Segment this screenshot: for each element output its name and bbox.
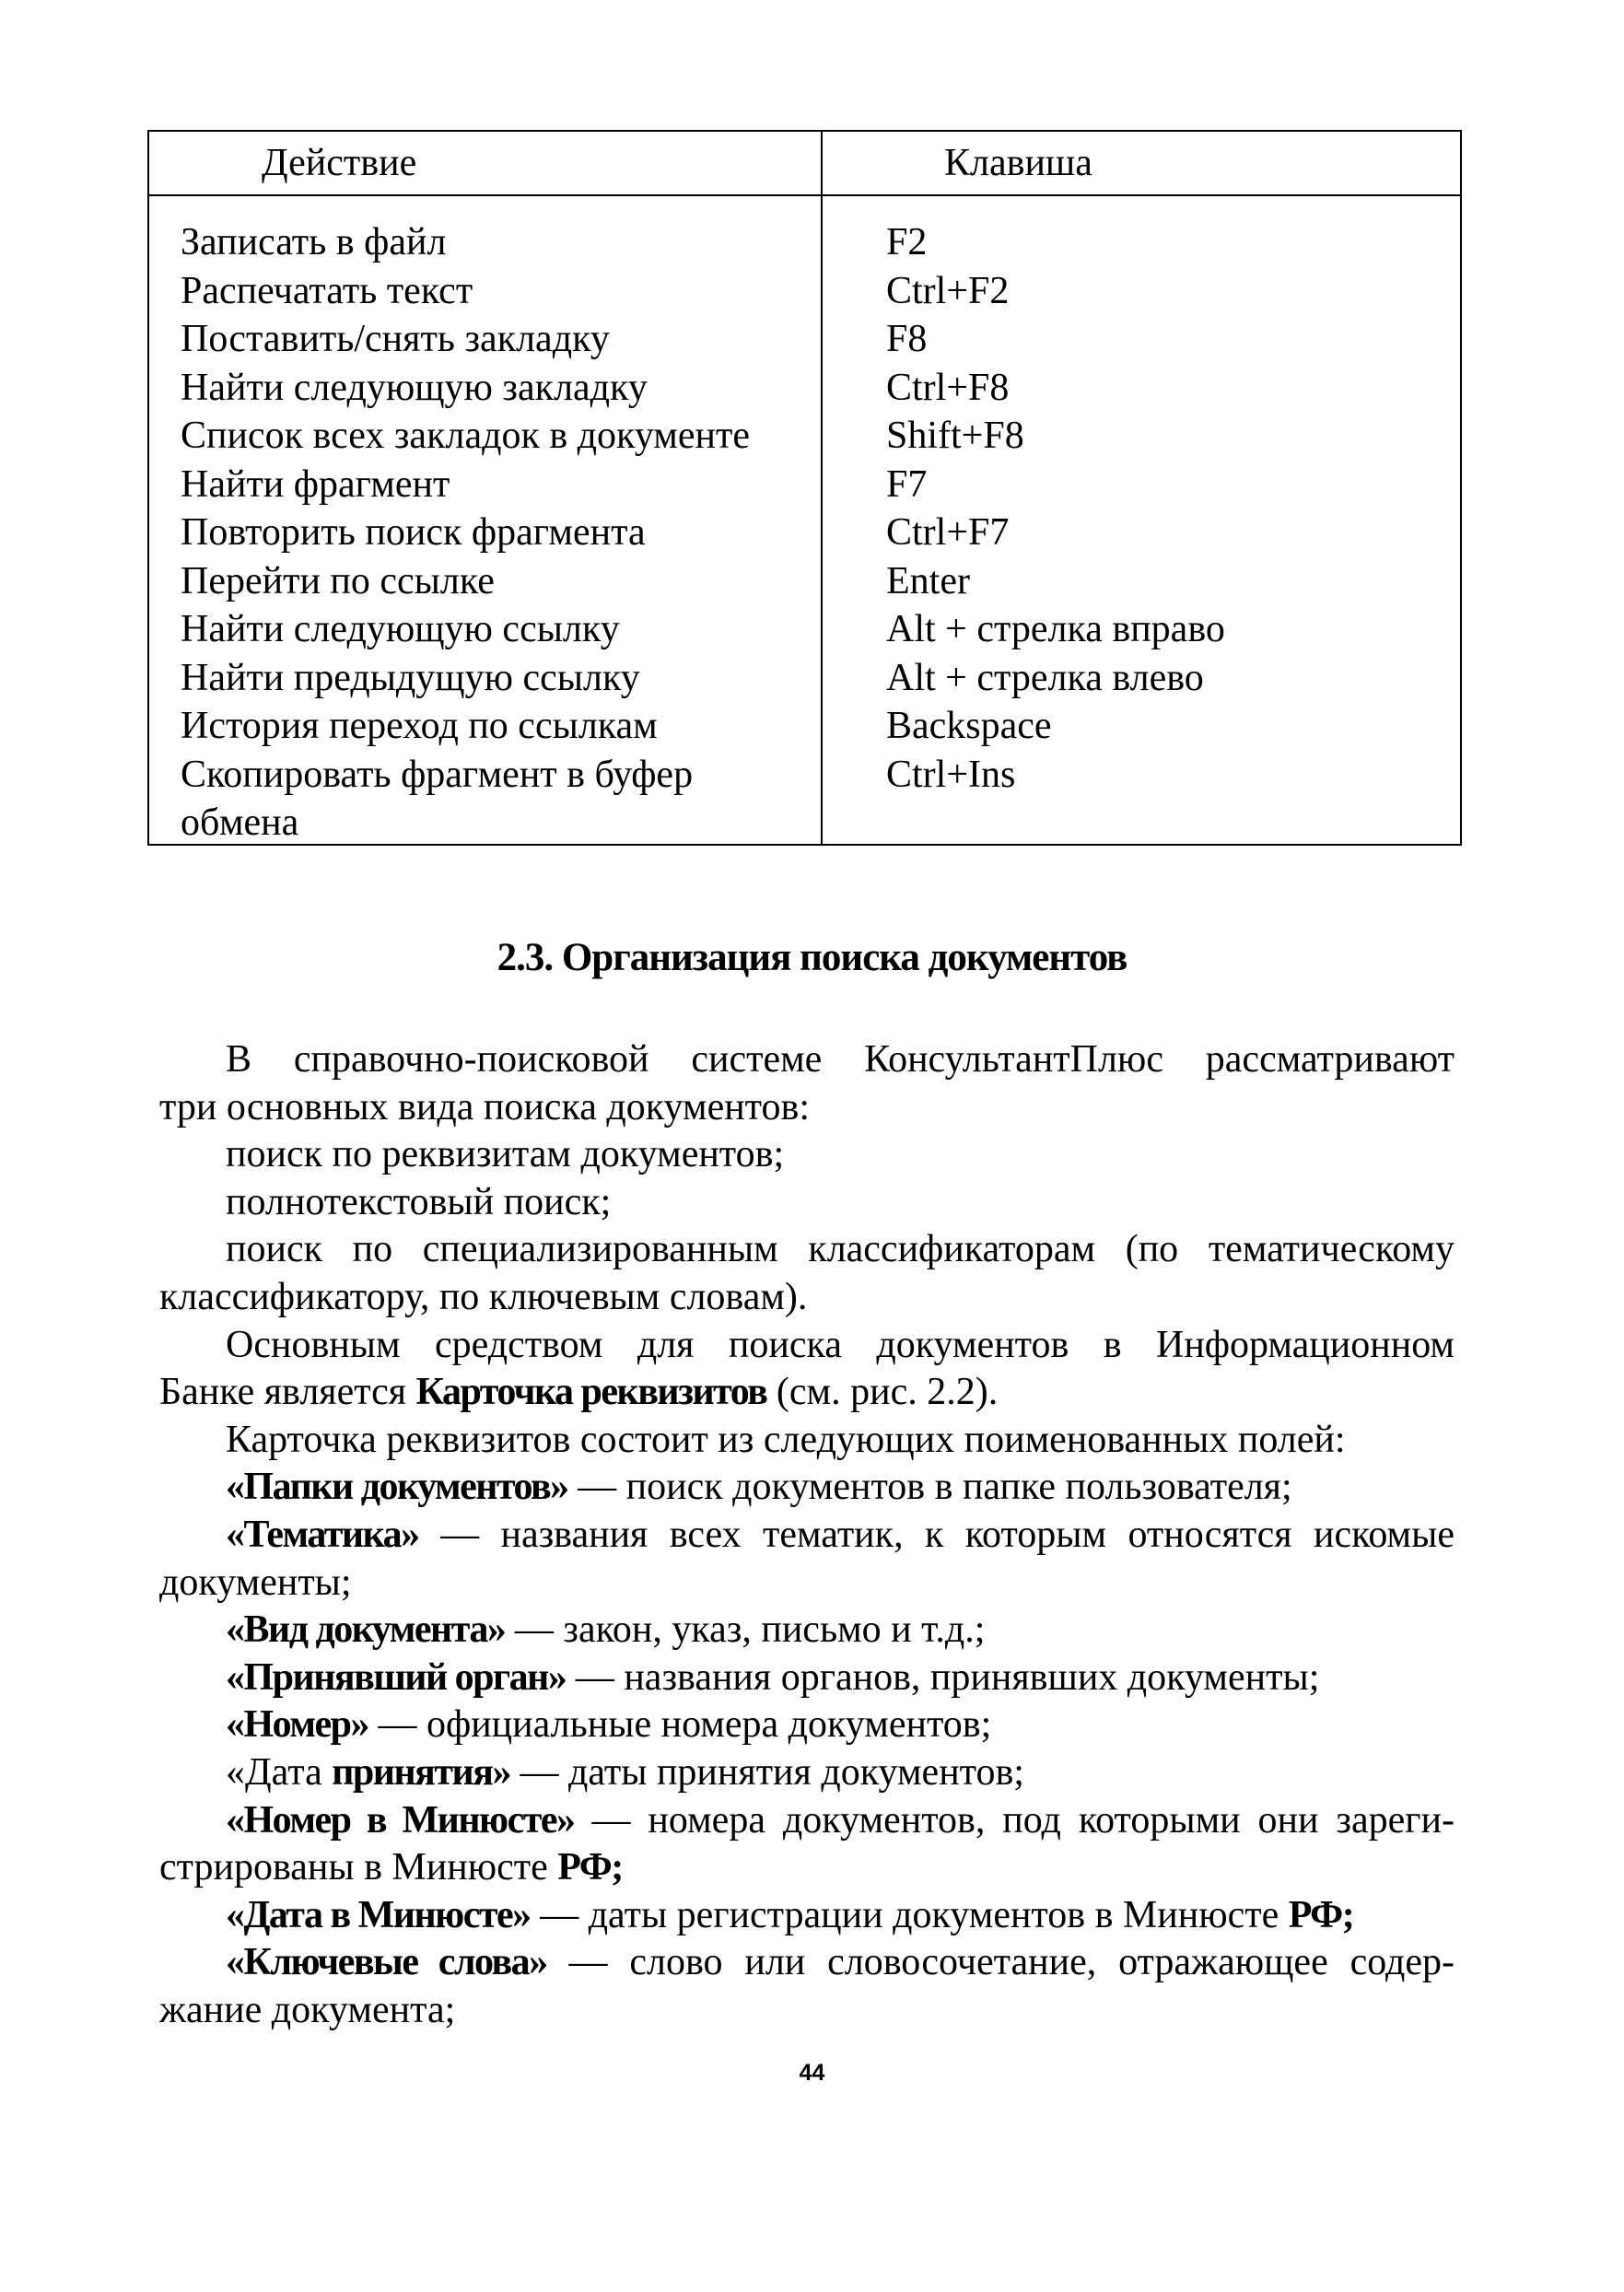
text-run: (см. рис. 2.2). <box>766 1371 999 1414</box>
text-line <box>159 1560 1455 1608</box>
bold-term: «Тематика» <box>226 1513 419 1556</box>
text-line <box>159 1607 1455 1655</box>
text-line <box>159 1084 1455 1132</box>
text-run: Карточка реквизитов состоит из следующих поименованных полей: <box>226 1418 1346 1461</box>
bold-term: «Вид документа» <box>226 1608 506 1652</box>
table-cell-key: F7 <box>886 462 928 506</box>
bold-term: принятия» <box>332 1750 510 1794</box>
table-cell-action: Список всех закладок в документе <box>181 415 751 457</box>
table-cell-key: Ctrl+F2 <box>886 269 1010 312</box>
table-column-divider <box>821 132 823 844</box>
table-cell-key: Shift+F8 <box>886 415 1024 457</box>
text-run: полнотекстовый поиск; <box>226 1180 612 1223</box>
text-run: классификатору, по ключевым словам). <box>159 1275 808 1318</box>
bold-term: РФ; <box>557 1846 623 1889</box>
text-line <box>159 1226 1455 1274</box>
table-cell-action: Перейти по ссылке <box>181 559 495 602</box>
text-line <box>159 1655 1455 1702</box>
bold-term: «Папки документов» <box>226 1466 568 1509</box>
key-column <box>886 218 1225 848</box>
table-cell-action: Записать в файл <box>181 221 447 263</box>
text-line <box>159 1274 1455 1322</box>
text-run: поиск по реквизитам документов; <box>226 1133 785 1176</box>
text-run: «Дата <box>226 1750 333 1794</box>
text-line <box>159 1322 1455 1370</box>
table-cell-key: F2 <box>886 221 928 263</box>
text-line <box>159 1701 1455 1749</box>
action-column <box>181 218 750 848</box>
table-cell-action: История переход по ссылкам <box>181 705 658 747</box>
table-cell-key: Backspace <box>886 705 1052 747</box>
table-cell-key: F8 <box>886 318 928 360</box>
text-line <box>159 1512 1455 1560</box>
table-cell-action: Повторить поиск фрагмента <box>181 511 646 554</box>
table-cell-action: Найти предыдущую ссылку <box>181 656 640 699</box>
text-line <box>159 1179 1455 1227</box>
table-cell-action: обмена <box>181 801 299 844</box>
text-run: жание документа; <box>159 1988 456 2031</box>
table-cell-action: Найти фрагмент <box>181 462 450 506</box>
text-line <box>159 1749 1455 1797</box>
bold-term: «Номер» <box>226 1703 368 1747</box>
table-cell-action: Найти следующую закладку <box>181 366 648 409</box>
table-cell-action: Скопировать фрагмент в буфер <box>181 753 694 796</box>
text-line <box>159 1464 1455 1512</box>
bold-term: «Ключевые слова» <box>226 1941 547 1984</box>
text-line <box>159 1797 1455 1845</box>
text-run: три основных вида поиска документов: <box>159 1085 810 1128</box>
table-cell-key: Ctrl+Ins <box>886 753 1016 796</box>
text-line <box>159 1131 1455 1179</box>
page-number: 44 <box>799 2060 825 2086</box>
hotkeys-table <box>147 130 1462 846</box>
text-line <box>159 1844 1455 1892</box>
text-run: Банке является <box>159 1371 416 1414</box>
text-run: Основным средством для поиска документов в Информационном <box>226 1323 1455 1366</box>
bold-term: «Дата в Минюсте» <box>226 1893 531 1936</box>
table-header-divider <box>149 194 1460 196</box>
text-line <box>159 1417 1455 1465</box>
table-cell-action: Поставить/снять закладку <box>181 318 610 360</box>
text-run: — закон, указ, письмо и т.д.; <box>505 1608 986 1652</box>
text-run: поиск по специализированным классификаторам (по тематическому <box>226 1228 1455 1271</box>
header-action: Действие <box>262 142 417 184</box>
table-cell-action: Распечатать текст <box>181 269 473 312</box>
text-line <box>159 1892 1455 1940</box>
table-cell-key: Alt + стрелка влево <box>886 656 1204 699</box>
table-cell-key <box>886 799 1225 848</box>
text-run: — номера документов, под которыми они зареги- <box>574 1798 1455 1842</box>
text-run: — слово или словосочетание, отражающее содер- <box>546 1941 1455 1984</box>
text-line <box>159 1036 1455 1084</box>
table-cell-key: Enter <box>886 559 970 602</box>
text-run: — даты регистрации документов в Минюсте <box>530 1893 1289 1936</box>
text-run: — даты принятия документов; <box>509 1750 1024 1794</box>
bold-term: РФ; <box>1288 1893 1354 1936</box>
bold-term: Карточка реквизитов <box>415 1371 767 1414</box>
text-run: — названия органов, принявших документы; <box>566 1655 1320 1699</box>
bold-term: «Принявший орган» <box>226 1655 567 1699</box>
text-line <box>159 1939 1455 1987</box>
section-heading: 2.3. Организация поиска документов <box>497 936 1127 979</box>
body-text <box>159 1036 1455 2034</box>
table-cell-key: Ctrl+F7 <box>886 511 1010 554</box>
text-run: документы; <box>159 1561 352 1604</box>
text-line <box>159 1987 1455 2035</box>
text-line <box>159 1369 1455 1417</box>
text-run: — названия всех тематик, к которым относятся искомые <box>418 1513 1455 1556</box>
text-run: стрированы в Минюсте <box>159 1846 558 1889</box>
text-run: В справочно-поисковой системе КонсультантПлюс рассматривают <box>226 1038 1455 1081</box>
text-run: — официальные номера документов; <box>368 1703 992 1747</box>
text-run: — поиск документов в папке пользователя; <box>567 1466 1292 1509</box>
table-cell-key: Ctrl+F8 <box>886 366 1010 409</box>
bold-term: «Номер в Минюсте» <box>226 1798 575 1842</box>
table-cell-key: Alt + стрелка вправо <box>886 608 1225 650</box>
header-key: Клавиша <box>944 142 1092 184</box>
table-cell-action: Найти следующую ссылку <box>181 608 620 650</box>
